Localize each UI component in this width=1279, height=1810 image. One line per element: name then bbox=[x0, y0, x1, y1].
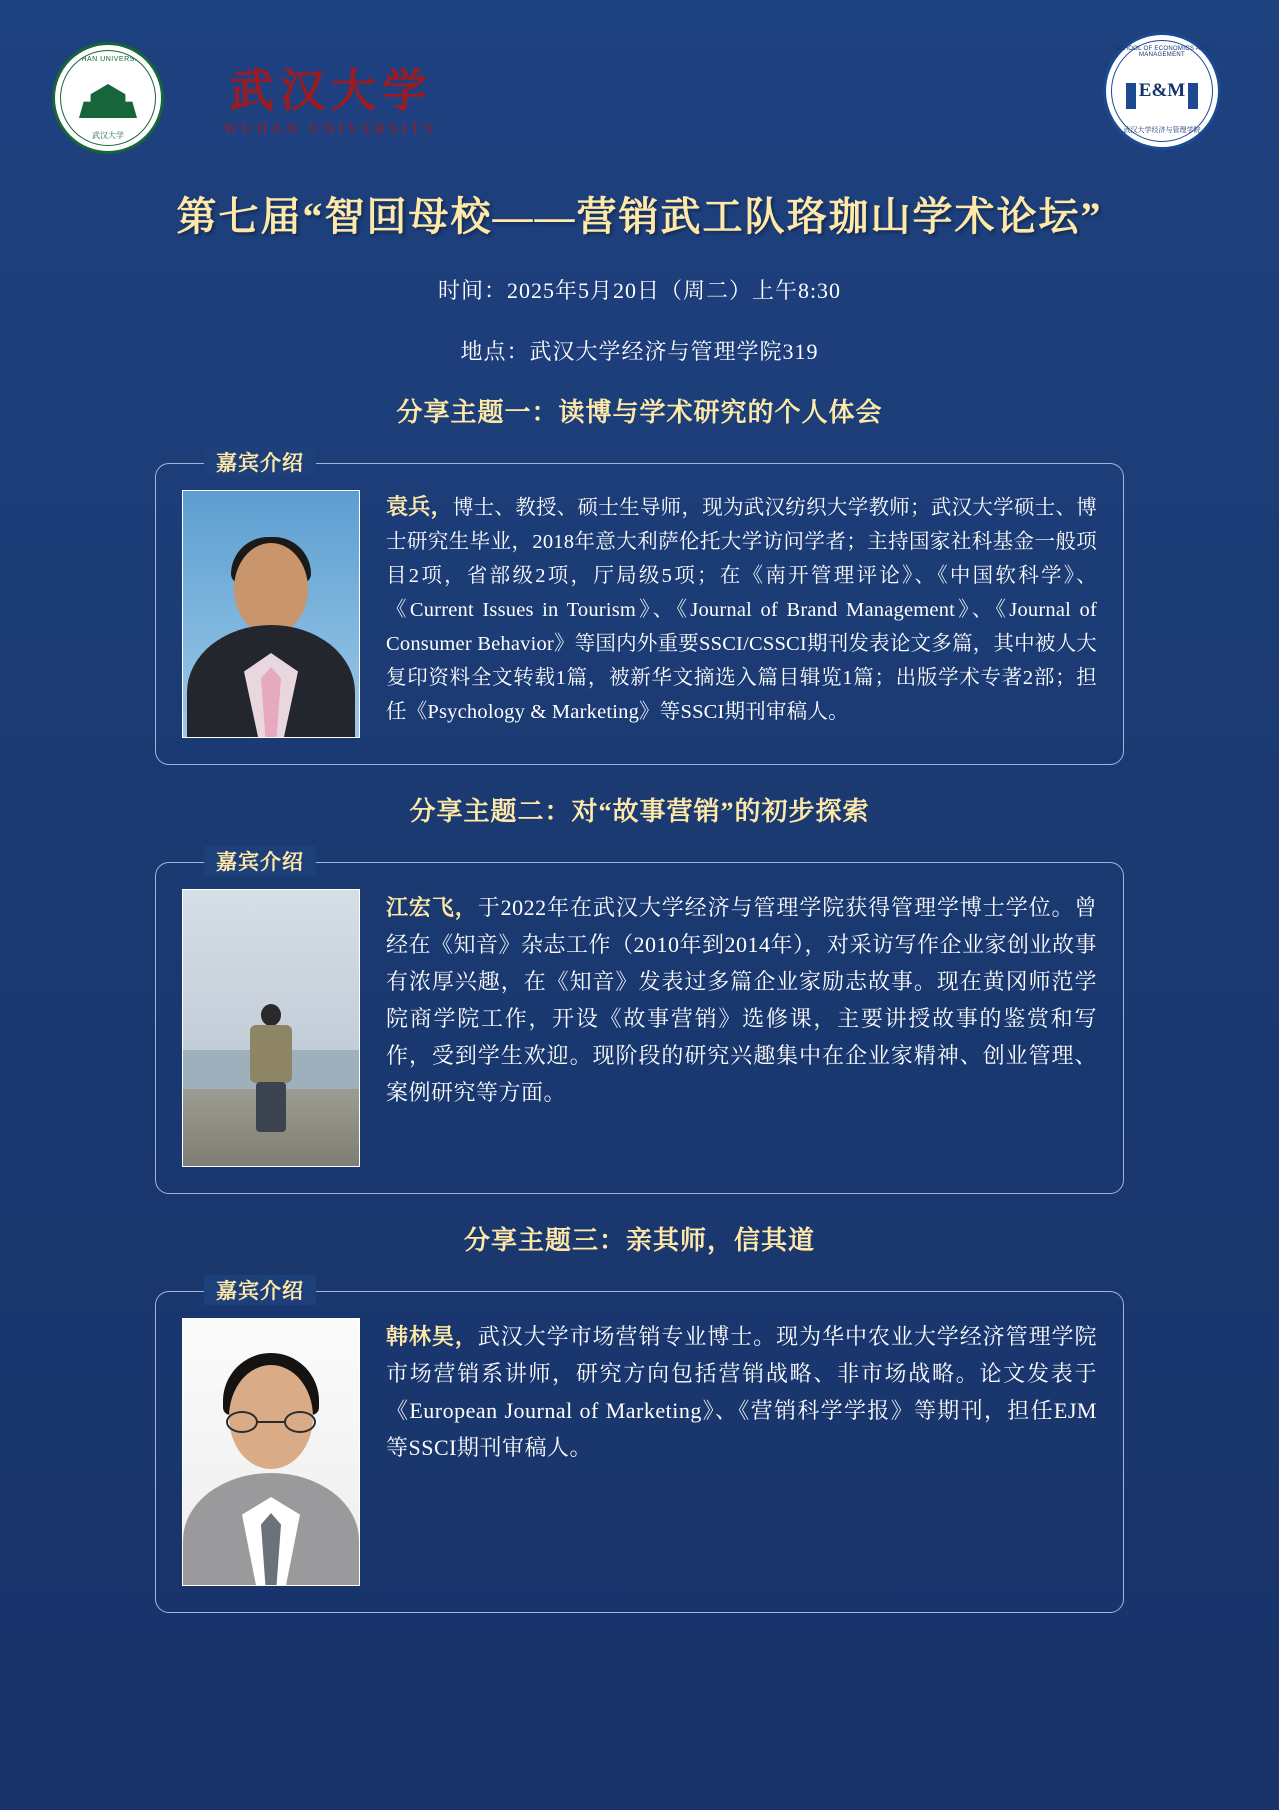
event-place: 地点：武汉大学经济与管理学院319 bbox=[460, 339, 819, 364]
glasses-bridge bbox=[258, 1421, 284, 1423]
guest-bio-2 bbox=[386, 889, 1097, 1167]
event-time: 时间：2025年5月20日（周二）上午8:30 bbox=[437, 278, 842, 303]
photo-person-shape bbox=[249, 1004, 293, 1132]
photo-legs-shape bbox=[256, 1082, 286, 1132]
seal-gate-icon bbox=[79, 84, 137, 118]
guest-name-3: 韩林昊， bbox=[386, 1324, 478, 1349]
wordmark-chinese: 武汉大学 bbox=[228, 66, 433, 116]
em-seal-ring bbox=[1111, 40, 1213, 142]
guest-photo-1 bbox=[182, 490, 360, 738]
wuhan-university-seal-icon bbox=[52, 42, 164, 154]
guest-card-1 bbox=[155, 451, 1124, 765]
guest-bio-text-2: 于2022年在武汉大学经济与管理学院获得管理学博士学位。曾经在《知音》杂志工作（2010年到2014年），对采访写作企业家创业故事有浓厚兴趣，在《知音》发表过多篇企业家励志故事。现在黄冈师范学院商学院工作，开设《故事营销》选修课，主要讲授故事的鉴赏和写作，受到学生欢迎。现阶段的研究兴趣集中在企业家精神、创业管理、案例研究等方面。 bbox=[386, 895, 1098, 1105]
em-seal-center-text: E&M bbox=[1138, 80, 1186, 101]
photo-glasses-icon bbox=[226, 1411, 316, 1433]
seal-inner-ring bbox=[60, 50, 156, 146]
photo-head-shape bbox=[234, 543, 308, 635]
em-seal-left-mark bbox=[1126, 83, 1136, 109]
guest-legend-2: 嘉宾介绍 bbox=[204, 846, 316, 876]
bottom-spacer bbox=[0, 1613, 1279, 1653]
poster-header bbox=[0, 0, 1279, 175]
em-seal-bottom-text: 武汉大学经济与管理学院 bbox=[1123, 126, 1201, 134]
guest-name-2: 江宏飞， bbox=[386, 895, 478, 920]
guest-bio-text-1: 博士、教授、硕士生导师，现为武汉纺织大学教师；武汉大学硕士、博士研究生毕业，2018年意大利萨伦托大学访问学者；主持国家社科基金一般项目2项，省部级2项，厅局级5项；在《南开管理评论》、《中国软科学》、《Current Issues in Tourism》、《Journal of Brand Management》、《Journal of Consumer Behavior》等国内外重要SSCI/CSSCI期刊发表论文多篇，其中被人大复印资料全文转载1篇，被新华文摘选入篇目辑览1篇；出版学术专著2部；担任《Psychology & Marketing》等SSCI期刊审稿人。 bbox=[386, 497, 1098, 723]
guest-bio-3 bbox=[386, 1318, 1097, 1586]
glasses-right-lens bbox=[284, 1411, 316, 1433]
guest-photo-2 bbox=[182, 889, 360, 1167]
guest-card-2 bbox=[155, 850, 1124, 1194]
seal-bottom-text: 武汉大学 bbox=[92, 131, 124, 140]
topic-title-3: 分享主题三：亲其师，信其道 bbox=[463, 1226, 815, 1255]
guest-bio-1 bbox=[386, 490, 1097, 738]
seal-top-text: WUHAN UNIVERSITY bbox=[68, 56, 148, 63]
em-seal-top-text: SCHOOL OF ECONOMICS AND MANAGEMENT bbox=[1114, 46, 1210, 58]
photo-torso-shape bbox=[250, 1025, 292, 1083]
guest-photo-3 bbox=[182, 1318, 360, 1586]
topic-title-1: 分享主题一：读博与学术研究的个人体会 bbox=[396, 398, 883, 427]
economics-management-seal-icon bbox=[1103, 32, 1221, 150]
guest-legend-3: 嘉宾介绍 bbox=[204, 1275, 316, 1305]
guest-card-3 bbox=[155, 1279, 1124, 1613]
photo-head-shape bbox=[261, 1004, 281, 1026]
guest-legend-1: 嘉宾介绍 bbox=[204, 447, 316, 477]
guest-name-1: 袁兵， bbox=[386, 494, 453, 519]
wuhan-university-wordmark bbox=[196, 54, 466, 138]
glasses-left-lens bbox=[226, 1411, 258, 1433]
em-seal-right-mark bbox=[1188, 83, 1198, 109]
wordmark-english: WUHAN UNIVERSITY bbox=[223, 121, 439, 137]
page-title: 第七届“智回母校——营销武工队珞珈山学术论坛” bbox=[176, 194, 1103, 239]
topic-title-2: 分享主题二：对“故事营销”的初步探索 bbox=[409, 797, 870, 826]
guest-bio-text-3: 武汉大学市场营销专业博士。现为华中农业大学经济管理学院市场营销系讲师，研究方向包括营销战略、非市场战略。论文发表于《European Journal of Marketing》、《营销科学学报》等期刊，担任EJM等SSCI期刊审稿人。 bbox=[386, 1324, 1097, 1460]
